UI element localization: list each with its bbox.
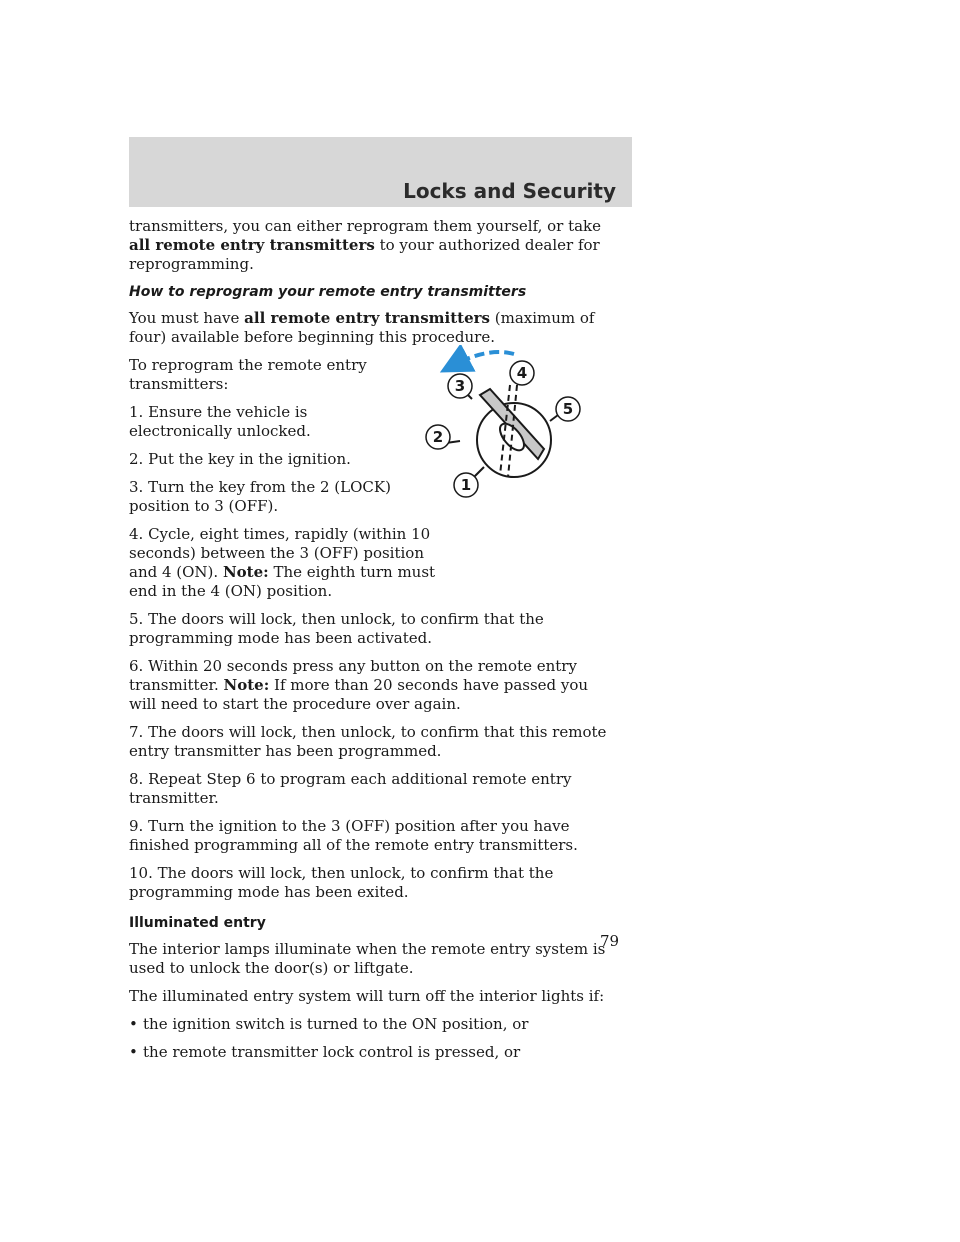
- header-band: [129, 137, 632, 207]
- position-label-3: 3: [454, 377, 466, 395]
- step-1: 1. Ensure the vehicle is electronically unlocked.: [129, 403, 311, 440]
- must-have-paragraph: You must have all remote entry transmitters (maximum of four) available before beginning this procedure.: [129, 309, 595, 346]
- step-8: 8. Repeat Step 6 to program each additional remote entry transmitter.: [129, 770, 572, 807]
- step-10: 10. The doors will lock, then unlock, to confirm that the programming mode has been exited.: [129, 864, 554, 901]
- bullet-icon: •: [129, 1015, 138, 1033]
- illuminated-paragraph-2: The illuminated entry system will turn off the interior lights if:: [129, 987, 605, 1005]
- rotation-arrow: [454, 352, 514, 365]
- step-2: 2. Put the key in the ignition.: [129, 450, 351, 468]
- position-label-1: 1: [460, 476, 472, 494]
- tick-mark: [550, 415, 558, 421]
- ignition-key-svg: [418, 345, 598, 505]
- step-4: 4. Cycle, eight times, rapidly (within 10 seconds) between the 3 (OFF) position and 4 (ON). Note: The eighth turn must end in the 4 (ON) position.: [129, 525, 436, 600]
- step-6: 6. Within 20 seconds press any button on the remote entry transmitter. Note: If more than 20 seconds have passed you will need to start the procedure over again.: [129, 657, 589, 713]
- intro-paragraph: transmitters, you can either reprogram them yourself, or take all remote entry transmitters to your authorized dealer for reprogramming.: [129, 217, 602, 273]
- step-9: 9. Turn the ignition to the 3 (OFF) position after you have finished programming all of the remote entry transmitters.: [129, 817, 578, 854]
- tick-mark: [474, 467, 484, 477]
- step-5: 5. The doors will lock, then unlock, to confirm that the programming mode has been activated.: [129, 610, 544, 647]
- position-label-4: 4: [516, 364, 528, 382]
- reprogram-lead: To reprogram the remote entry transmitters:: [129, 356, 367, 393]
- page-number: 79: [600, 932, 620, 950]
- section-title: Locks and Security: [403, 179, 616, 203]
- position-label-2: 2: [432, 428, 444, 446]
- illuminated-entry-heading: Illuminated entry: [129, 915, 266, 931]
- illuminated-paragraph-1: The interior lamps illuminate when the remote entry system is used to unlock the door(s) or liftgate.: [129, 940, 606, 977]
- bullet-item: • the remote transmitter lock control is pressed, or: [129, 1043, 521, 1061]
- bullet-item: • the ignition switch is turned to the ON position, or: [129, 1015, 529, 1033]
- step-3: 3. Turn the key from the 2 (LOCK) position to 3 (OFF).: [129, 478, 391, 515]
- step-7: 7. The doors will lock, then unlock, to confirm that this remote entry transmitter has been programmed.: [129, 723, 607, 760]
- reprogram-heading: How to reprogram your remote entry transmitters: [129, 284, 527, 300]
- position-label-5: 5: [562, 400, 574, 418]
- bullet-icon: •: [129, 1043, 138, 1061]
- ignition-diagram: [418, 345, 598, 505]
